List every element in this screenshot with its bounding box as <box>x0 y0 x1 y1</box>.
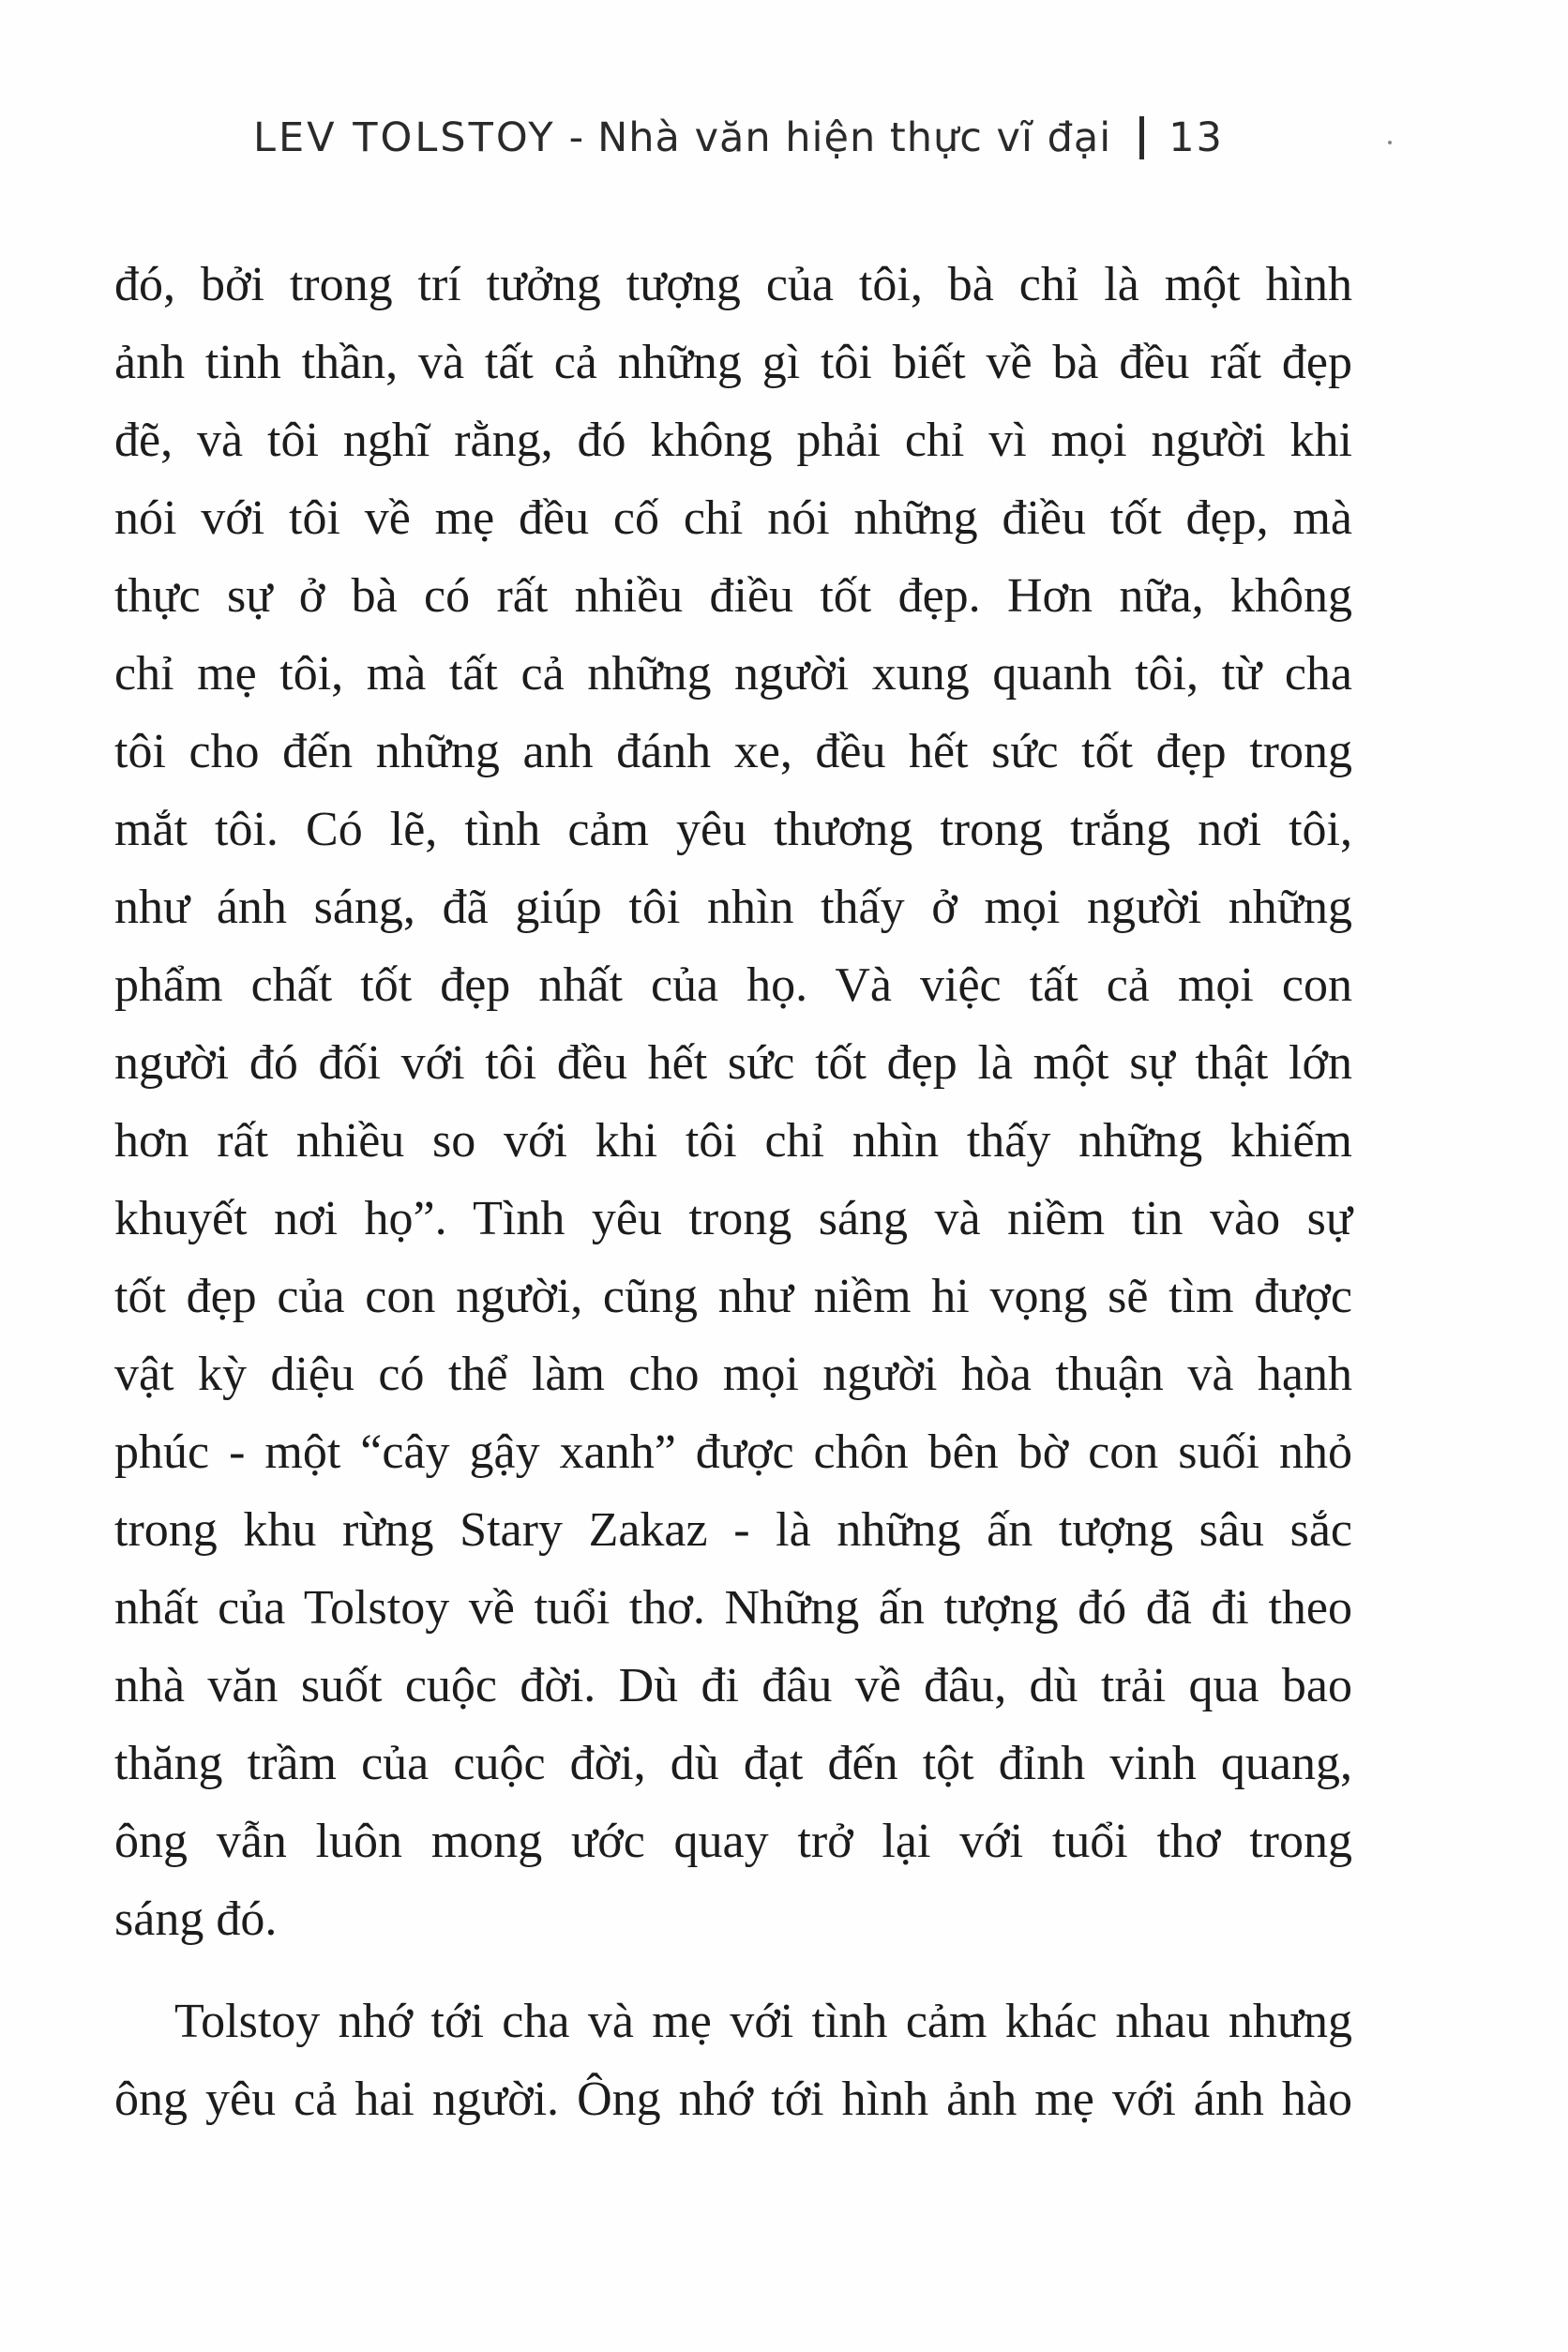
header-author: LEV TOLSTOY <box>253 114 556 161</box>
text-line: sáng đó. <box>114 1892 278 1946</box>
text-line: phúc - một “cây gậy xanh” được chôn bên bờ con suối nhỏ <box>114 1425 1352 1479</box>
paragraph-1 <box>114 246 1352 1958</box>
text-line: khuyết nơi họ”. Tình yêu trong sáng và niềm tin vào sự <box>114 1192 1352 1245</box>
text-line: trong khu rừng Stary Zakaz - là những ấn tượng sâu sắc <box>114 1503 1352 1557</box>
text-line: ông yêu cả hai người. Ông nhớ tới hình ảnh mẹ với ánh hào <box>114 2073 1352 2126</box>
paragraph-2 <box>114 1983 1352 2138</box>
text-line: nhà văn suốt cuộc đời. Dù đi đâu về đâu, dù trải qua bao <box>114 1659 1352 1712</box>
header-dash: - <box>568 114 585 161</box>
text-line: tôi cho đến những anh đánh xe, đều hết sức tốt đẹp trong <box>114 725 1352 778</box>
paragraph-gap <box>114 1958 1352 1983</box>
text-line: đẽ, và tôi nghĩ rằng, đó không phải chỉ vì mọi người khi <box>114 414 1352 467</box>
text-line: nhất của Tolstoy về tuổi thơ. Những ấn tượng đó đã đi theo <box>114 1581 1352 1635</box>
page-number: 13 <box>1168 114 1224 161</box>
text-line: phẩm chất tốt đẹp nhất của họ. Và việc tất cả mọi con <box>114 958 1352 1012</box>
text-line: như ánh sáng, đã giúp tôi nhìn thấy ở mọi người những <box>114 881 1352 934</box>
text-line: vật kỳ diệu có thể làm cho mọi người hòa thuận và hạnh <box>114 1348 1352 1401</box>
running-header <box>253 105 1407 171</box>
text-line: hơn rất nhiều so với khi tôi chỉ nhìn thấy những khiếm <box>114 1114 1352 1168</box>
text-line: chỉ mẹ tôi, mà tất cả những người xung quanh tôi, từ cha <box>114 647 1352 701</box>
text-line: Tolstoy nhớ tới cha và mẹ với tình cảm khác nhau nhưng <box>174 1995 1352 2048</box>
text-line: ảnh tinh thần, và tất cả những gì tôi biết về bà đều rất đẹp <box>114 336 1352 389</box>
header-separator-bar <box>1139 116 1144 159</box>
text-line: đó, bởi trong trí tưởng tượng của tôi, bà chỉ là một hình <box>114 258 1352 311</box>
header-subtitle: Nhà văn hiện thực vĩ đại <box>597 114 1112 161</box>
text-line: người đó đối với tôi đều hết sức tốt đẹp là một sự thật lớn <box>114 1036 1352 1090</box>
text-line: nói với tôi về mẹ đều cố chỉ nói những điều tốt đẹp, mà <box>114 491 1352 545</box>
text-line: thực sự ở bà có rất nhiều điều tốt đẹp. Hơn nữa, không <box>114 569 1352 623</box>
header-dot-mark <box>1388 141 1392 144</box>
text-line: mắt tôi. Có lẽ, tình cảm yêu thương trong trắng nơi tôi, <box>114 803 1352 856</box>
text-line: tốt đẹp của con người, cũng như niềm hi vọng sẽ tìm được <box>114 1270 1352 1323</box>
text-line: thăng trầm của cuộc đời, dù đạt đến tột đỉnh vinh quang, <box>114 1737 1352 1790</box>
body-text <box>114 246 1352 2138</box>
text-line: ông vẫn luôn mong ước quay trở lại với tuổi thơ trong <box>114 1815 1352 1868</box>
